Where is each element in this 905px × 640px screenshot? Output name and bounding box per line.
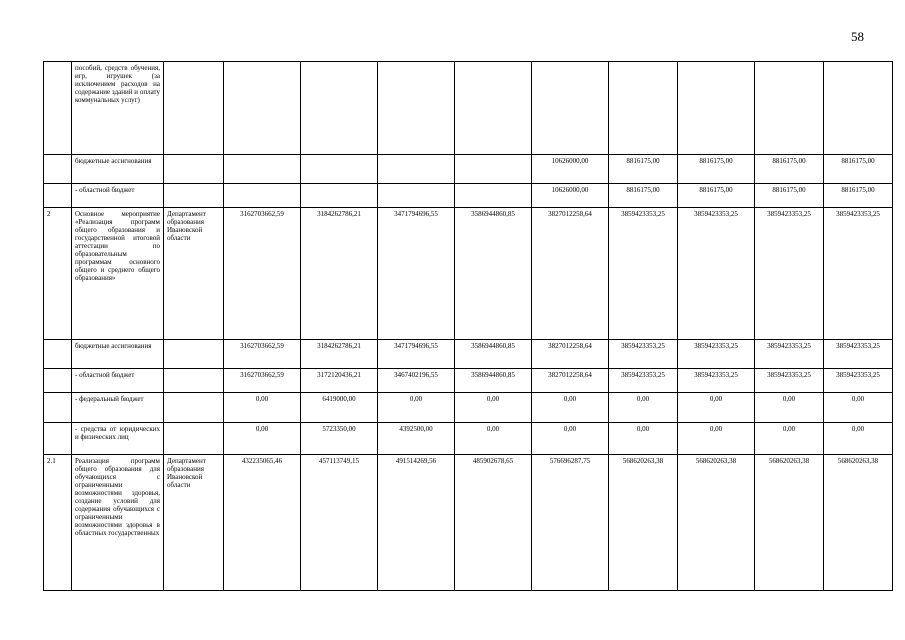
value-cell: 10626000,00 (532, 155, 609, 184)
value-cell: 491514269,56 (378, 455, 455, 591)
value-cell: 3172120436,21 (301, 369, 378, 393)
value-cell: 457113749,15 (301, 455, 378, 591)
executor-cell (164, 62, 224, 155)
table-row (44, 340, 893, 369)
value-cell (609, 62, 678, 155)
value-cell: 3859423353,25 (609, 208, 678, 340)
row-number-cell (44, 62, 72, 155)
value-cell (301, 62, 378, 155)
value-cell (378, 184, 455, 208)
row-label-cell: бюджетные ассигнования (72, 155, 164, 184)
value-cell: 8816175,00 (824, 184, 893, 208)
row-number-cell (44, 423, 72, 455)
value-cell: 568620263,38 (824, 455, 893, 591)
value-cell (301, 155, 378, 184)
value-cell: 3859423353,25 (824, 208, 893, 340)
value-cell (678, 62, 755, 155)
value-cell: 3827012258,64 (532, 369, 609, 393)
table-row (44, 62, 893, 155)
row-number-cell (44, 393, 72, 423)
value-cell: 3586944860,85 (455, 208, 532, 340)
executor-cell (164, 369, 224, 393)
row-label-cell: пособий, средств обучения, игр, игрушек (за исключением расходов на содержание зданий и оплату коммунальных услуг) (72, 62, 164, 155)
value-cell (224, 62, 301, 155)
value-cell: 3184262786,21 (301, 208, 378, 340)
value-cell: 3859423353,25 (755, 208, 824, 340)
table-row (44, 155, 893, 184)
table-row (44, 393, 893, 423)
value-cell: 485902678,65 (455, 455, 532, 591)
value-cell (455, 155, 532, 184)
value-cell (455, 62, 532, 155)
executor-cell (164, 423, 224, 455)
value-cell: 432235065,46 (224, 455, 301, 591)
row-label-cell: Основное мероприятие «Реализация программ общего образования и государственной итоговой аттестации по образовательным программам основного общего и среднего общего образования» (72, 208, 164, 340)
value-cell: 0,00 (378, 393, 455, 423)
value-cell: 0,00 (824, 393, 893, 423)
executor-cell: Департамент образования Ивановской области (164, 455, 224, 591)
value-cell: 0,00 (678, 423, 755, 455)
value-cell: 3471794696,55 (378, 340, 455, 369)
row-label-cell: бюджетные ассигнования (72, 340, 164, 369)
value-cell: 3827012258,64 (532, 208, 609, 340)
value-cell: 0,00 (755, 423, 824, 455)
table-body (44, 62, 893, 591)
value-cell: 568620263,38 (678, 455, 755, 591)
value-cell: 3859423353,25 (824, 369, 893, 393)
row-number-cell (44, 155, 72, 184)
value-cell: 0,00 (609, 423, 678, 455)
row-label-cell: Реализация программ общего образования для обучающихся с ограниченными возможностями здоровья, создание условий для содержания обучающихся с ограниченными возможностями здоровья в областных государственных (72, 455, 164, 591)
value-cell: 576696287,75 (532, 455, 609, 591)
value-cell: 8816175,00 (678, 155, 755, 184)
value-cell: 10626000,00 (532, 184, 609, 208)
value-cell: 3859423353,25 (609, 369, 678, 393)
value-cell (824, 62, 893, 155)
row-label-cell: - областной бюджет (72, 369, 164, 393)
value-cell: 8816175,00 (609, 184, 678, 208)
table-row (44, 184, 893, 208)
value-cell: 568620263,38 (755, 455, 824, 591)
value-cell: 3859423353,25 (678, 208, 755, 340)
row-number-cell (44, 340, 72, 369)
row-number-cell: 2.1 (44, 455, 72, 591)
row-label-cell: - областной бюджет (72, 184, 164, 208)
table-row (44, 369, 893, 393)
value-cell: 0,00 (224, 393, 301, 423)
value-cell: 3162703662,59 (224, 369, 301, 393)
value-cell (224, 184, 301, 208)
executor-cell (164, 393, 224, 423)
value-cell (224, 155, 301, 184)
value-cell: 3827012258,64 (532, 340, 609, 369)
value-cell (378, 155, 455, 184)
value-cell: 3162703662,59 (224, 340, 301, 369)
row-number-cell (44, 369, 72, 393)
value-cell (455, 184, 532, 208)
value-cell: 3859423353,25 (755, 340, 824, 369)
executor-cell (164, 340, 224, 369)
value-cell: 0,00 (755, 393, 824, 423)
value-cell: 3859423353,25 (678, 369, 755, 393)
row-label-cell: - федеральный бюджет (72, 393, 164, 423)
value-cell: 3471794696,55 (378, 208, 455, 340)
table-row (44, 423, 893, 455)
value-cell: 0,00 (609, 393, 678, 423)
value-cell (378, 62, 455, 155)
value-cell: 3586944860,85 (455, 369, 532, 393)
value-cell: 0,00 (224, 423, 301, 455)
value-cell: 0,00 (824, 423, 893, 455)
value-cell: 3859423353,25 (678, 340, 755, 369)
value-cell: 6419000,00 (301, 393, 378, 423)
value-cell: 0,00 (532, 393, 609, 423)
value-cell: 3467402196,55 (378, 369, 455, 393)
table-row (44, 455, 893, 591)
value-cell: 3184262786,21 (301, 340, 378, 369)
executor-cell: Департамент образования Ивановской области (164, 208, 224, 340)
value-cell: 3859423353,25 (755, 369, 824, 393)
row-number-cell: 2 (44, 208, 72, 340)
page-number: 58 (851, 29, 864, 44)
executor-cell (164, 155, 224, 184)
value-cell: 4392500,00 (378, 423, 455, 455)
value-cell (532, 62, 609, 155)
value-cell: 8816175,00 (755, 155, 824, 184)
value-cell: 568620263,38 (609, 455, 678, 591)
value-cell: 8816175,00 (609, 155, 678, 184)
value-cell: 8816175,00 (678, 184, 755, 208)
row-number-cell (44, 184, 72, 208)
value-cell: 0,00 (455, 393, 532, 423)
value-cell: 3859423353,25 (824, 340, 893, 369)
value-cell: 0,00 (455, 423, 532, 455)
value-cell: 3162703662,59 (224, 208, 301, 340)
budget-table (43, 61, 893, 591)
value-cell: 5723350,00 (301, 423, 378, 455)
value-cell (755, 62, 824, 155)
table-row (44, 208, 893, 340)
value-cell: 0,00 (678, 393, 755, 423)
value-cell (301, 184, 378, 208)
executor-cell (164, 184, 224, 208)
value-cell: 3586944860,85 (455, 340, 532, 369)
value-cell: 0,00 (532, 423, 609, 455)
value-cell: 3859423353,25 (609, 340, 678, 369)
value-cell: 8816175,00 (755, 184, 824, 208)
row-label-cell: - средства от юридических и физических лиц (72, 423, 164, 455)
value-cell: 8816175,00 (824, 155, 893, 184)
